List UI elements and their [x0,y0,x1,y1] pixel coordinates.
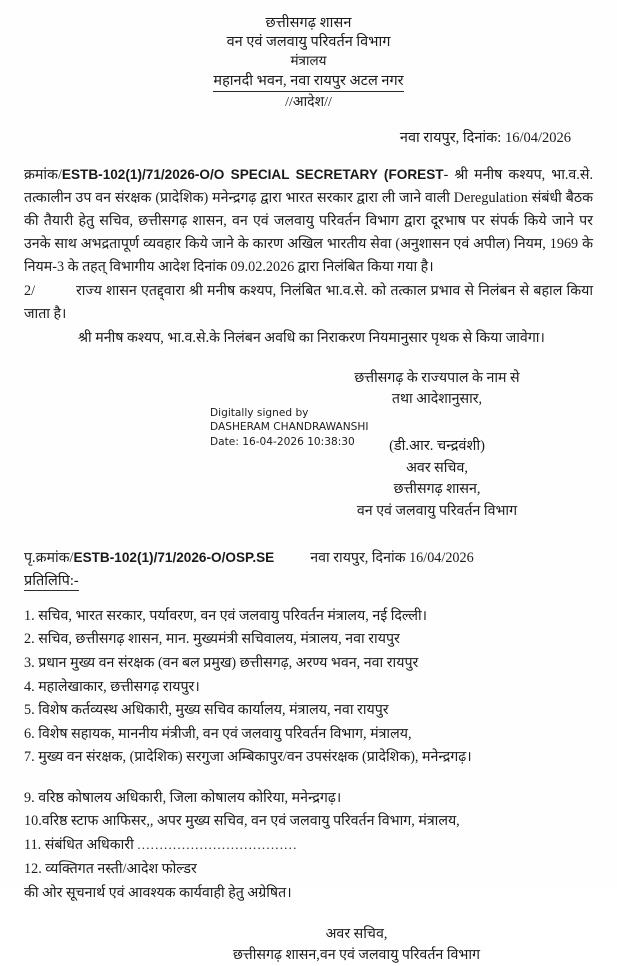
copy-list-closing-line: की ओर सूचनार्थ एवं आवश्यक कार्यवाही हेतु अग्रेषित। [24,885,292,902]
endorsement-place-date: नवा रायपुर, दिनांक 16/04/2026 [310,549,474,566]
list-item-text: व्यक्तिगत नस्ती/आदेश फोल्डर [45,860,197,877]
list-item [24,628,593,652]
footer-designation-2: छत्तीसगढ़ शासन,वन एवं जलवायु परिवर्तन विभाग [232,946,481,963]
document-header [24,14,593,113]
header-ministry-name: मंत्रालय [290,53,327,69]
list-item-number: 12. [24,860,42,877]
order-paragraph-1 [24,164,593,279]
signatory-designation-1: अवर सचिव, [406,460,468,476]
digital-signature-stamp [210,406,368,450]
endorsement-line [24,548,593,567]
list-item-text: महालेखाकार, छत्तीसगढ़ रायपुर। [38,678,200,695]
list-item [24,787,593,811]
list-item [24,605,593,629]
list-item [24,723,593,747]
list-item [24,746,593,770]
list-item-text: विशेष कर्तव्यस्थ अधिकारी, मुख्य सचिव कार्यालय, मंत्रालय, नवा रायपुर [38,702,389,719]
signatory-designation-2: छत्तीसगढ़ शासन, [393,481,481,498]
list-item-number: 6. [24,725,35,742]
list-item-number: 2. [24,631,35,648]
list-item-number: 10. [24,813,42,830]
order-paragraph-2-number: 2/ [24,282,36,299]
list-item-number: 4. [24,678,35,695]
footer-signature-block [24,924,593,966]
list-item-number: 1. [24,607,35,624]
list-item-text: सचिव, छत्तीसगढ़ शासन, मान. मुख्यमंत्री सचिवालय, मंत्रालय, नवा रायपुर [38,631,400,648]
header-address: महानदी भवन, नवा रायपुर अटल नगर [213,72,403,92]
order-body [24,164,593,350]
digital-signature-label: Digitally signed by [210,406,309,419]
order-paragraph-3: श्री मनीष कश्यप, भा.व.से.के निलंबन अवधि का निराकरण नियमानुसार पृथक से किया जावेगा। [78,329,545,346]
list-item [24,676,593,700]
list-item-text: वरिष्ठ स्टाफ आफिसर,, अपर मुख्य सचिव, वन एवं जलवायु परिवर्तन विभाग, मंत्रालय, [41,813,460,830]
copy-list-heading: प्रतिलिपि:- [24,570,79,591]
digital-signature-name: DASHERAM CHANDRAWANSHI [210,421,369,434]
signatory-designation-3: वन एवं जलवायु परिवर्तन विभाग [356,502,518,519]
order-paragraph-2-text: राज्य शासन एतद्द्वारा श्री मनीष कश्यप, निलंबित भा.व.से. को तत्काल प्रभाव से निलंबन से बहाल किया जाता है। [24,282,593,322]
list-item-number: 11. [24,836,42,853]
footer-designation-1: अवर सचिव, [325,925,388,942]
list-item-text: मुख्य वन संरक्षक, (प्रादेशिक) सरगुजा अम्बिकापुर/वन उपसंरक्षक (प्रादेशिक), मनेन्द्रगढ़। [38,749,472,766]
order-paragraph-2 [24,280,593,326]
header-order-marker: //आदेश// [285,95,332,111]
list-item [24,699,593,723]
list-item [24,858,593,882]
list-item [24,810,593,834]
place-date-line: नवा रायपुर, दिनांक: 16/04/2026 [399,129,571,146]
list-item-text: विशेष सहायक, माननीय मंत्रीजी, वन एवं जलवायु परिवर्तन विभाग, मंत्रालय, [38,725,412,742]
header-government-name: छत्तीसगढ़ शासन [265,15,352,31]
list-item [24,834,593,858]
list-item-dotted-fill: .................................... [137,836,298,852]
list-item-number: 9. [24,789,35,806]
list-item-number: 5. [24,702,35,719]
digital-signature-date: Date: 16-04-2026 10:38:30 [210,435,355,448]
endorsement-label: पृ.क्रमांक/ [24,549,74,566]
by-order-line-2: तथा आदेशानुसार, [391,390,483,407]
list-item-number: 7. [24,749,35,766]
list-item-text: वरिष्ठ कोषालय अधिकारी, जिला कोषालय कोरिया, मनेन्द्रगढ़। [38,789,342,806]
order-reference-number: ESTB-102(1)/71/2026-O/O SPECIAL SECRETARY (FOREST [61,166,444,182]
signatory-name: (डी.आर. चन्द्रवंशी) [389,438,485,455]
list-item-text: संबंधित अधिकारी [44,836,134,853]
copy-distribution-list [24,605,593,906]
signature-block [24,368,593,522]
endorsement-reference [24,548,274,567]
header-department-name: वन एवं जलवायु परिवर्तन विभाग [226,34,391,51]
endorsement-reference-number: ESTB-102(1)/71/2026-O/OSP.SE [73,549,275,565]
list-item-text: सचिव, भारत सरकार, पर्यावरण, वन एवं जलवायु परिवर्तन मंत्रालय, नई दिल्ली। [38,607,427,624]
order-paragraph-1-text: - श्री मनीष कश्यप, भा.व.से. तत्कालीन उप वन संरक्षक (प्रादेशिक) मनेन्द्रगढ़ द्वारा भारत सरकार द्वारा ली जाने वाली Deregulation संबंधी बैठक की तैयारी हेतु सचिव, छत्तीसगढ़ शासन, वन एवं जलवायु परिवर्तन विभाग द्वारा दूरभाष पर संपर्क किये जाने पर उनके साथ अभद्रतापूर्ण व्यवहार किये जाने के कारण अखिल भारतीय सेवा (अनुशासन एवं अपील) नियम, 1969 के नियम-3 के तहत् विभागीय आदेश दिनांक 09.02.2026 द्वारा निलंबित किया गया है। [24,166,593,275]
list-item [24,652,593,676]
order-reference-label: क्रमांक/ [24,166,62,183]
list-item-number: 3. [24,655,35,672]
list-item-text: प्रधान मुख्य वन संरक्षक (वन बल प्रमुख) छत्तीसगढ़, अरण्य भवन, नवा रायपुर [38,655,419,672]
by-order-line-1: छत्तीसगढ़ के राज्यपाल के नाम से [354,369,520,386]
